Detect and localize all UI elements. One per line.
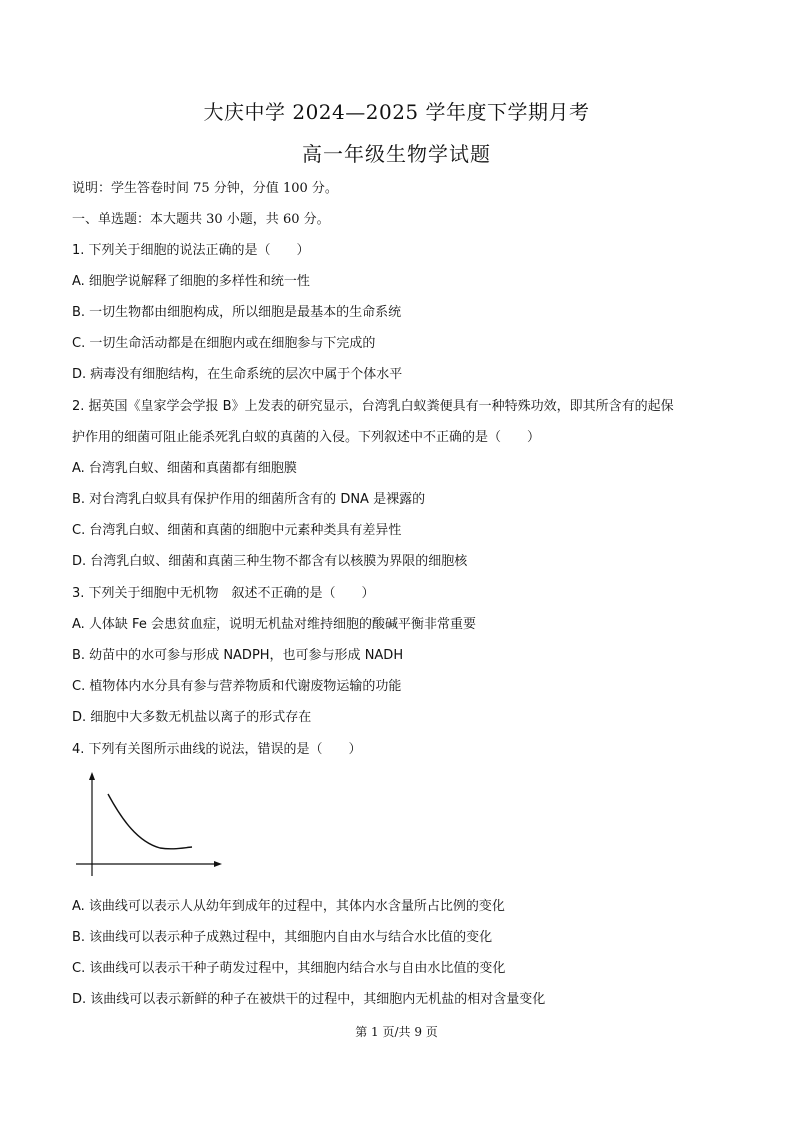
y-axis-arrow: [89, 772, 95, 780]
question-2-option-c: C. 台湾乳白蚁、细菌和真菌的细胞中元素种类具有差异性: [72, 523, 402, 538]
question-1-stem: 1. 下列关于细胞的说法正确的是（ ）: [72, 243, 310, 258]
decreasing-curve: [108, 794, 192, 849]
section-heading: 一、单选题：本大题共 30 小题，共 60 分。: [72, 212, 330, 227]
exam-subtitle: 高一年级生物学试题: [302, 142, 491, 166]
question-1-option-d: D. 病毒没有细胞结构，在生命系统的层次中属于个体水平: [72, 367, 403, 382]
question-3-option-a: A. 人体缺 Fe 会患贫血症，说明无机盐对维持细胞的酸碱平衡非常重要: [72, 617, 476, 632]
x-axis-arrow: [214, 861, 222, 867]
question-2-stem-line-2: 护作用的细菌可阻止能杀死乳白蚁的真菌的入侵。下列叙述中不正确的是（ ）: [72, 430, 541, 445]
question-1-option-b: B. 一切生物都由细胞构成，所以细胞是最基本的生命系统: [72, 305, 402, 320]
question-4-option-a: A. 该曲线可以表示人从幼年到成年的过程中，其体内水含量所占比例的变化: [72, 899, 505, 914]
curve-figure: [70, 770, 230, 882]
question-4-option-d: D. 该曲线可以表示新鲜的种子在被烘干的过程中，其细胞内无机盐的相对含量变化: [72, 992, 546, 1007]
question-1-option-a: A. 细胞学说解释了细胞的多样性和统一性: [72, 274, 310, 289]
question-3-option-b: B. 幼苗中的水可参与形成 NADPH，也可参与形成 NADH: [72, 648, 404, 663]
page-footer: 第 1 页/共 9 页: [355, 1025, 438, 1039]
exam-title: 大庆中学 2024—2025 学年度下学期月考: [203, 100, 590, 124]
question-3-stem: 3. 下列关于细胞中无机物 叙述不正确的是（ ）: [72, 586, 375, 601]
question-4-option-c: C. 该曲线可以表示干种子萌发过程中，其细胞内结合水与自由水比值的变化: [72, 961, 506, 976]
instructions: 说明：学生答卷时间 75 分钟，分值 100 分。: [72, 181, 338, 196]
question-1-option-c: C. 一切生命活动都是在细胞内或在细胞参与下完成的: [72, 336, 376, 351]
question-2-option-d: D. 台湾乳白蚁、细菌和真菌三种生物不都含有以核膜为界限的细胞核: [72, 554, 468, 569]
question-3-option-c: C. 植物体内水分具有参与营养物质和代谢废物运输的功能: [72, 679, 402, 694]
question-4-option-b: B. 该曲线可以表示种子成熟过程中，其细胞内自由水与结合水比值的变化: [72, 930, 493, 945]
question-2-option-b: B. 对台湾乳白蚁具有保护作用的细菌所含有的 DNA 是裸露的: [72, 492, 426, 507]
question-4-stem: 4. 下列有关图所示曲线的说法，错误的是（ ）: [72, 742, 362, 757]
question-2-stem-line-1: 2. 据英国《皇家学会学报 B》上发表的研究显示，台湾乳白蚁粪便具有一种特殊功效，即其所含有的起保: [72, 399, 674, 414]
question-2-option-a: A. 台湾乳白蚁、细菌和真菌都有细胞膜: [72, 461, 297, 476]
question-3-option-d: D. 细胞中大多数无机盐以离子的形式存在: [72, 710, 312, 725]
